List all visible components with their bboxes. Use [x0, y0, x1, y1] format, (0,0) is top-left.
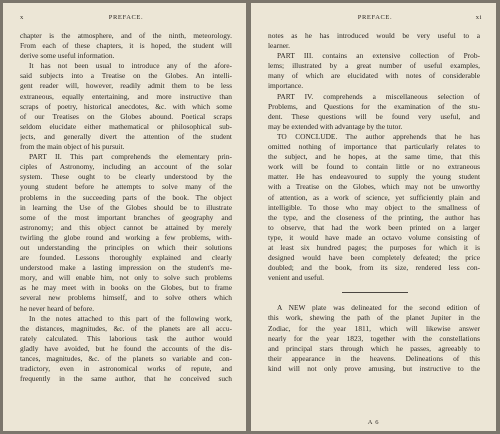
right-page-header: [268, 14, 482, 24]
text-line: gent reader will, however, readily admit them to be less: [20, 81, 232, 91]
text-line: tances, magnitudes, &c. of the planets so variable and con-: [20, 354, 232, 363]
text-line: in learning the Use of the Globes should be to illustrate: [20, 202, 232, 212]
left-page-number: x: [20, 14, 24, 21]
text-line: seldom elucidate either mathematical or philosophical sub-: [20, 121, 232, 131]
left-page-header: [20, 14, 232, 24]
text-line: young student before he attempts to solve many of the: [20, 182, 232, 192]
text-line: extraneous, equally entertaining, and more instructive than: [20, 91, 232, 101]
right-page-body-top: [268, 31, 482, 283]
text-line: work will be found to contain little or no extraneous: [268, 162, 480, 172]
text-line: this work, shewing the path of the planet Jupiter in the: [268, 313, 480, 323]
text-line: to observe, that had the work been printed on a larger: [268, 222, 480, 232]
text-line: he never heard of before.: [20, 303, 95, 313]
text-line: with a Treatise on the Globes, which may not be unworthy: [268, 182, 480, 192]
text-line: designed would have been completely defeated; the price: [268, 253, 480, 263]
right-page: [251, 3, 496, 431]
text-line: dent. These questions will be found very useful, and: [268, 111, 480, 121]
text-line: Zodiac, for the year 1811, which will likewise answer: [268, 323, 480, 333]
right-page-body-bottom: [268, 303, 482, 374]
text-line: some of the most important branches of geography and: [20, 212, 232, 222]
text-line: PART III. contains an extensive collection of Prob-: [277, 51, 480, 61]
text-line: derive some useful information.: [20, 51, 115, 61]
text-line: the type, and the closeness of the printing, the author has: [268, 212, 480, 222]
left-page: [3, 3, 246, 431]
text-line: several new problems himself, and to solve others which: [20, 293, 232, 303]
text-line: out understanding the principles on which their solutions: [20, 242, 232, 252]
text-line: chapter is the atmosphere, and of the ninth, meteorology.: [20, 31, 232, 40]
section-divider-rule: [342, 292, 408, 293]
text-line: A NEW plate was delineated for the second edition of: [277, 303, 480, 313]
text-line: problems in the succeeding parts of the book. The object: [20, 192, 232, 202]
text-line: scraps of poetry, historical anecdotes, &c. with which some: [20, 101, 232, 111]
text-line: Problems, and Questions for the examination of the stu-: [268, 101, 480, 111]
text-line: learner.: [268, 41, 290, 51]
text-line: understood make a lasting impression on the student's me-: [20, 263, 232, 273]
text-line: twirling the globe round and working a few problems, with-: [20, 232, 232, 242]
text-line: mory, and will enable him, not only to solve such problems: [20, 273, 232, 283]
text-line: system. These ought to be clearly understood by the: [20, 172, 232, 182]
text-line: are founded. Lessons thoroughly explained and clearly: [20, 253, 232, 263]
text-line: matter. He has endeavoured to supply the young student: [268, 172, 480, 182]
text-line: their appearance in the heavens. Delineations of this: [268, 353, 480, 363]
text-line: may be extended with advantage by the tutor.: [268, 121, 403, 131]
right-page-number: xi: [475, 14, 482, 21]
text-line: omitted nothing of importance that particularly relates to: [268, 142, 480, 152]
text-line: doubled; and the book, from its size, rendered less con-: [268, 263, 480, 273]
text-line: TO CONCLUDE. The author apprehends that he has: [277, 131, 480, 141]
text-line: venient and useful.: [268, 273, 325, 283]
text-line: gladly have avoided, but he found the accounts of the dis-: [20, 343, 232, 353]
right-running-head: PREFACE.: [357, 14, 393, 21]
text-line: of attention, as a work of science, yet sufficiently plain and: [268, 192, 480, 202]
text-line: at least six hundred pages; the purposes for which it is: [268, 242, 480, 252]
text-line: many of which are elucidated with notes of considerable: [268, 71, 480, 81]
text-line: nearly for the year 1823, together with the constellations: [268, 333, 480, 343]
left-page-body: [20, 31, 234, 384]
text-line: rately calculated. This laborious task the author would: [20, 333, 232, 343]
text-line: importance.: [268, 81, 304, 91]
text-line: tradictory, even in astronomical works of repute, and: [20, 364, 232, 374]
text-line: type, it would have made an octavo volume consisting of: [268, 232, 480, 242]
text-line: It has not been usual to introduce any of the afore-: [29, 61, 232, 71]
text-line: kind will not only prove amusing, but instructive to the: [268, 363, 480, 373]
text-line: the distances, magnitudes, &c. of the planets are all accu-: [20, 323, 232, 333]
text-line: PART IV. comprehends a miscellaneous selection of: [277, 91, 480, 101]
text-line: said subjects into a Treatise on the Globes. An intelli-: [20, 71, 232, 81]
text-line: the subject, and he hopes, at the same time, that this: [268, 152, 480, 162]
left-running-head: PREFACE.: [108, 14, 144, 21]
text-line: from the main object of his pursuit.: [20, 142, 125, 152]
text-line: notes as he has introduced would be very useful to a: [268, 31, 480, 40]
text-line: PART II. This part comprehends the elementary prin-: [29, 152, 232, 162]
text-line: intelligible. To those who may object to the smallness of: [268, 202, 480, 212]
text-line: astronomy; and this object cannot be attained by merely: [20, 222, 232, 232]
text-line: ciples of Astronomy, including an account of the solar: [20, 162, 232, 172]
text-line: lems; illustrated by a great number of useful examples,: [268, 61, 480, 71]
text-line: frequently in the same author, that he conceived such: [20, 374, 232, 384]
text-line: as he may meet with in books on the Globes, but to frame: [20, 283, 232, 293]
text-line: jects, and generally divert the attention of the student: [20, 131, 232, 141]
text-line: of our Treatises on the Globes abound. Poetical scraps: [20, 111, 232, 121]
text-line: In the notes attached to this part of the following work,: [29, 313, 232, 323]
text-line: From each of these chapters, it is hoped, the student will: [20, 41, 232, 51]
text-line: and principal stars through which he passes, agreeably to: [268, 343, 480, 353]
signature-mark: A 6: [367, 419, 380, 426]
